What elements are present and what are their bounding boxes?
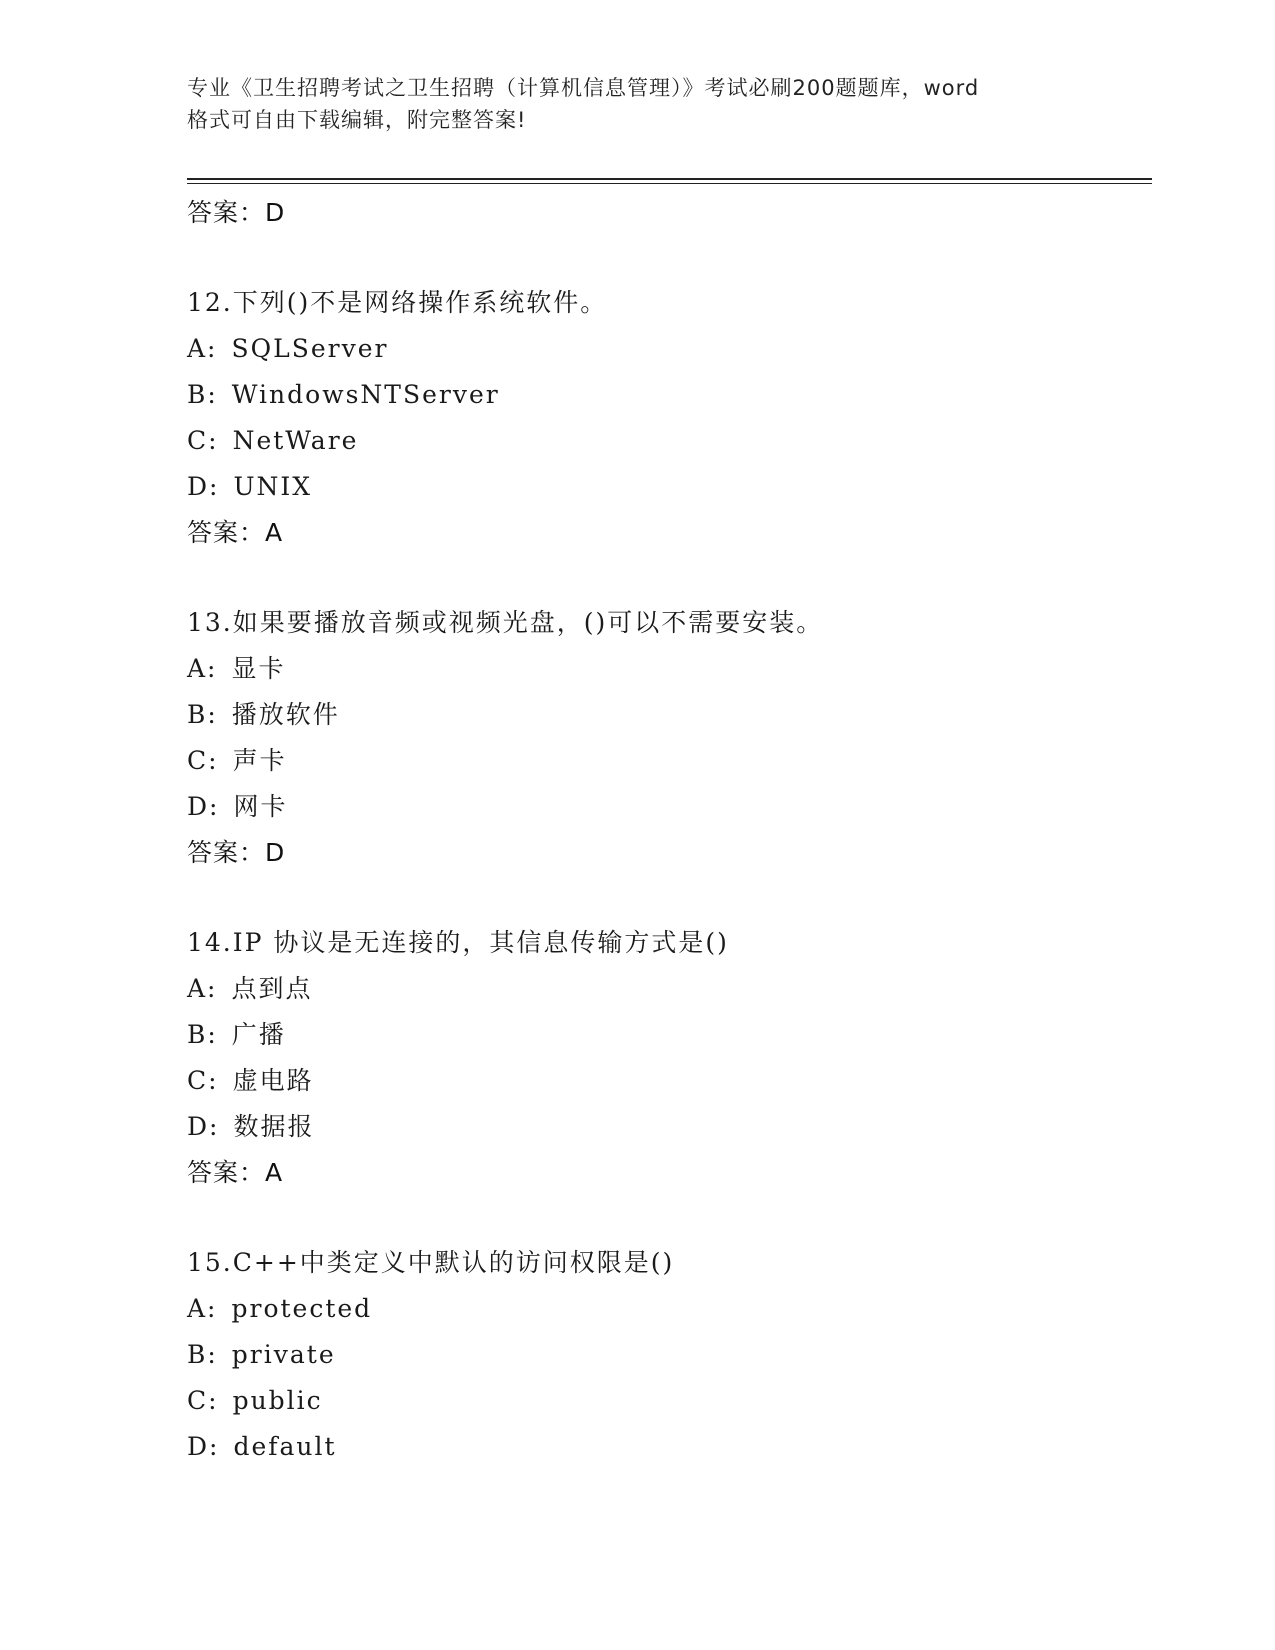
option-text: 广播 [231, 1020, 286, 1049]
header-rule-thin [187, 183, 1152, 184]
answer: 答案：D [187, 838, 286, 867]
option-b [187, 372, 1147, 418]
option-letter: B: [187, 380, 218, 409]
option-d [187, 784, 1147, 830]
option-letter: A: [187, 654, 218, 683]
option-letter: D: [187, 1112, 220, 1141]
option-c [187, 1378, 1147, 1424]
question-15 [187, 1240, 1147, 1470]
option-d [187, 464, 1147, 510]
header-line-1: 专业《卫生招聘考试之卫生招聘（计算机信息管理）》考试必刷200题题库，word [187, 76, 980, 100]
option-text: 显卡 [231, 654, 286, 683]
option-letter: B: [187, 1020, 218, 1049]
option-c [187, 1058, 1147, 1104]
option-b [187, 692, 1147, 738]
option-letter: A: [187, 974, 218, 1003]
option-text: 点到点 [231, 974, 313, 1003]
option-letter: C: [187, 746, 219, 775]
option-letter: A: [187, 1294, 218, 1323]
option-letter: D: [187, 1432, 220, 1461]
option-a [187, 966, 1147, 1012]
option-text: 网卡 [233, 792, 288, 821]
option-text: 数据报 [233, 1112, 315, 1141]
option-letter: D: [187, 792, 220, 821]
option-d [187, 1104, 1147, 1150]
answer: 答案：A [187, 1158, 284, 1187]
header-rule-thick [187, 178, 1152, 180]
question-stem: 12.下列()不是网络操作系统软件。 [187, 288, 608, 317]
option-text: private [231, 1340, 336, 1369]
option-letter: B: [187, 1340, 218, 1369]
question-13 [187, 600, 1147, 876]
option-a [187, 326, 1147, 372]
option-text: public [232, 1386, 323, 1415]
option-a [187, 646, 1147, 692]
document-header [187, 72, 1087, 136]
option-b [187, 1012, 1147, 1058]
option-b [187, 1332, 1147, 1378]
option-letter: B: [187, 700, 218, 729]
option-text: UNIX [233, 472, 313, 501]
question-stem: 14.IP 协议是无连接的，其信息传输方式是() [187, 928, 729, 957]
option-letter: A: [187, 334, 218, 363]
option-letter: C: [187, 1066, 219, 1095]
question-14 [187, 920, 1147, 1196]
option-letter: C: [187, 426, 219, 455]
answer-previous: 答案：D [187, 198, 286, 227]
question-stem: 13.如果要播放音频或视频光盘，()可以不需要安装。 [187, 608, 824, 637]
option-text: default [233, 1432, 337, 1461]
question-stem: 15.C++中类定义中默认的访问权限是() [187, 1248, 675, 1277]
option-letter: D: [187, 472, 220, 501]
option-letter: C: [187, 1386, 219, 1415]
question-12 [187, 280, 1147, 556]
option-text: SQLServer [231, 334, 389, 363]
option-text: 播放软件 [231, 700, 340, 729]
option-a [187, 1286, 1147, 1332]
answer: 答案：A [187, 518, 284, 547]
header-line-2: 格式可自由下载编辑，附完整答案! [187, 108, 527, 132]
option-c [187, 738, 1147, 784]
option-c [187, 418, 1147, 464]
option-text: WindowsNTServer [231, 380, 500, 409]
option-text: NetWare [232, 426, 359, 455]
option-d [187, 1424, 1147, 1470]
question-list [187, 190, 1147, 1470]
option-text: 声卡 [232, 746, 287, 775]
option-text: 虚电路 [232, 1066, 314, 1095]
option-text: protected [231, 1294, 373, 1323]
